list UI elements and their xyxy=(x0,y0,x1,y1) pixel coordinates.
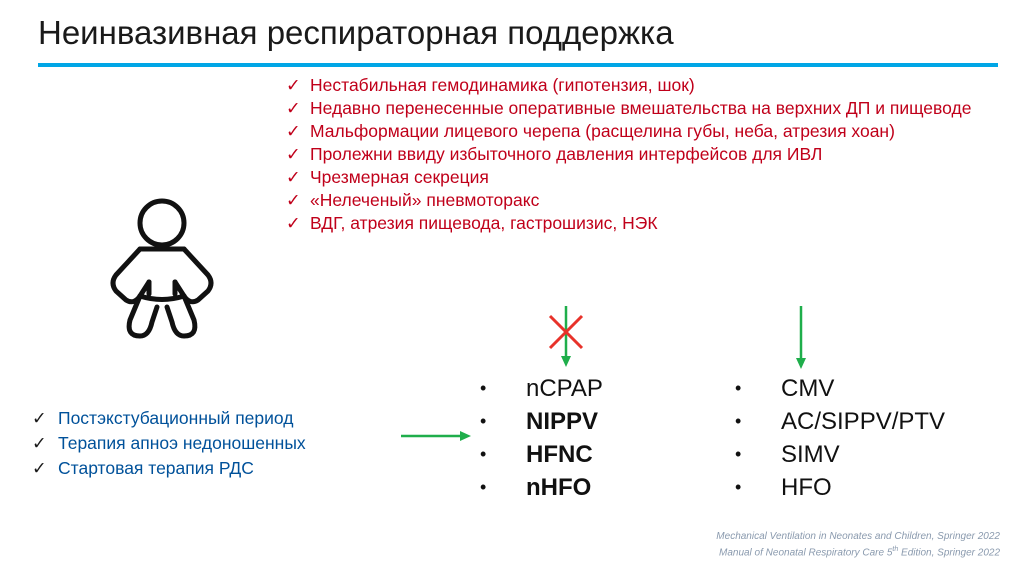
check-icon: ✓ xyxy=(32,458,47,478)
arrow-down-icon xyxy=(796,306,806,369)
list-item: ✓ ВДГ, атрезия пищевода, гастрошизис, НЭК xyxy=(286,213,658,233)
list-item: ✓ «Нелеченый» пневмоторакс xyxy=(286,190,540,210)
list-item: • CMV xyxy=(735,372,945,405)
list-item: • NIPPV xyxy=(480,405,603,438)
invasive-modes-list xyxy=(735,372,945,504)
bullet-icon: • xyxy=(735,477,742,497)
check-icon: ✓ xyxy=(286,98,301,118)
indications-list xyxy=(32,406,306,481)
check-icon: ✓ xyxy=(286,167,301,187)
check-icon: ✓ xyxy=(286,190,301,210)
check-icon: ✓ xyxy=(286,213,301,233)
noninvasive-modes-list xyxy=(480,372,603,504)
list-item: • HFO xyxy=(735,471,945,504)
check-icon: ✓ xyxy=(286,75,301,95)
reference-2: Manual of Neonatal Respiratory Care 5th Edition, Springer 2022 xyxy=(718,546,1000,559)
bullet-icon: • xyxy=(735,411,742,431)
bullet-icon: • xyxy=(735,444,742,464)
list-item: • nCPAP xyxy=(480,372,603,405)
list-item: ✓ Нестабильная гемодинамика (гипотензия, шок) xyxy=(286,75,695,95)
list-item: ✓ Мальформации лицевого черепа (расщелина губы, неба, атрезия хоан) xyxy=(286,121,895,141)
list-item: ✓ Недавно перенесенные оперативные вмешательства на верхних ДП и пищеводе xyxy=(286,98,972,118)
list-item: ✓ Терапия апноэ недоношенных xyxy=(32,431,306,456)
bullet-icon: • xyxy=(735,378,742,398)
list-item: • SIMV xyxy=(735,438,945,471)
check-icon: ✓ xyxy=(286,144,301,164)
list-item: ✓ Постэкстубационный период xyxy=(32,406,306,431)
bullet-icon: • xyxy=(480,411,487,431)
reference-1: Mechanical Ventilation in Neonates and Children, Springer 2022 xyxy=(716,531,1000,542)
list-item: • AC/SIPPV/PTV xyxy=(735,405,945,438)
arrow-right-icon xyxy=(401,431,471,441)
references xyxy=(716,530,1000,559)
list-item: ✓ Пролежни ввиду избыточного давления интерфейсов для ИВЛ xyxy=(286,144,823,164)
check-icon: ✓ xyxy=(32,433,47,453)
list-item: ✓ Стартовая терапия РДС xyxy=(32,456,306,481)
list-item: • nHFO xyxy=(480,471,603,504)
bullet-icon: • xyxy=(480,477,487,497)
bullet-icon: • xyxy=(480,378,487,398)
page-title: Неинвазивная респираторная поддержка xyxy=(38,14,674,51)
list-item: ✓ Чрезмерная секреция xyxy=(286,167,489,187)
bullet-icon: • xyxy=(480,444,487,464)
list-item: • HFNC xyxy=(480,438,603,471)
check-icon: ✓ xyxy=(286,121,301,141)
check-icon: ✓ xyxy=(32,408,47,428)
